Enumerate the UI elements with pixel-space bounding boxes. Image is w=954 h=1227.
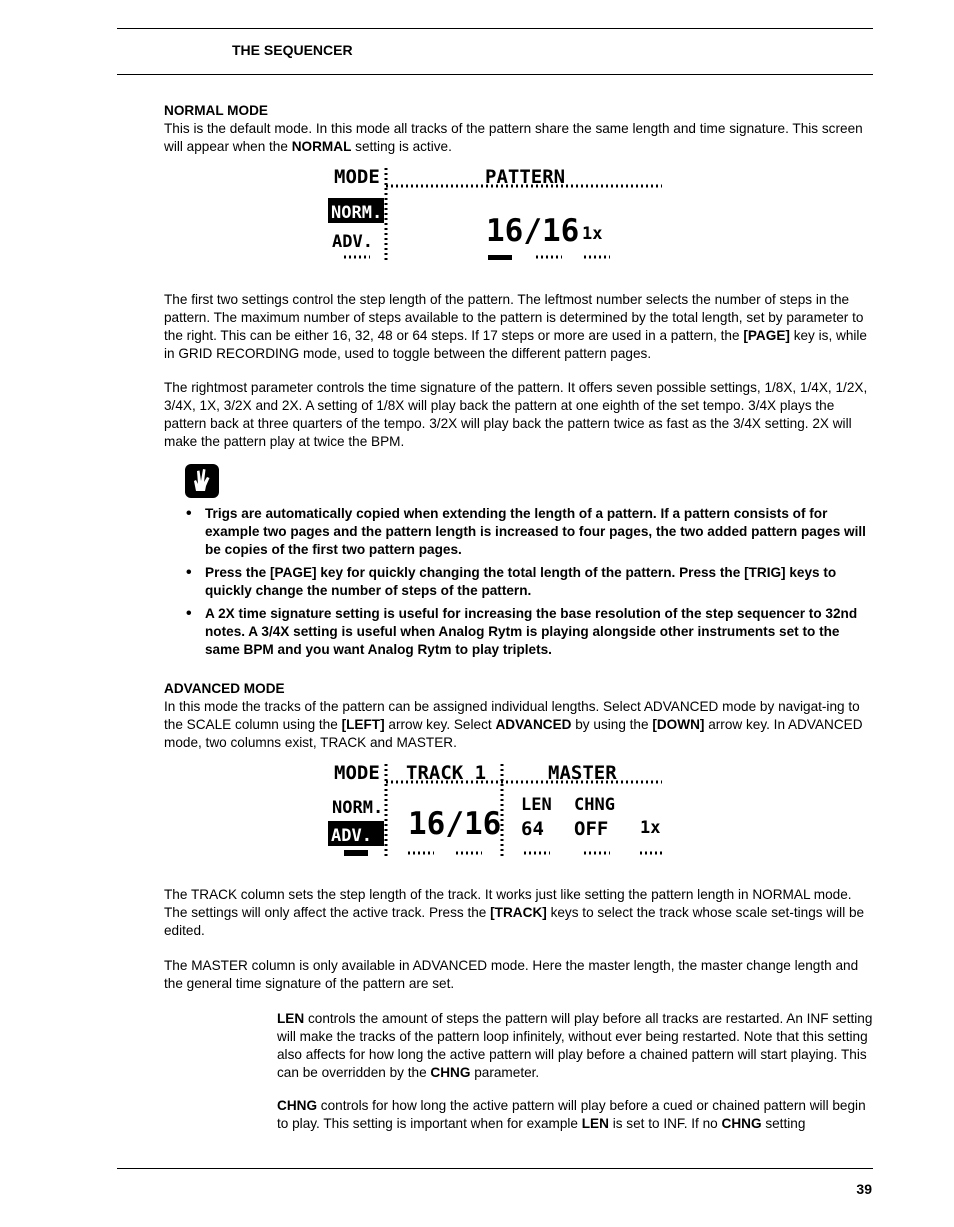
len-text (277, 1010, 873, 1082)
len-text-2: parameter. (470, 1065, 540, 1080)
chng-text (277, 1097, 873, 1133)
lcd-length-value: 16/16 (486, 213, 580, 249)
track-text (164, 886, 873, 940)
normal-mode-section (164, 102, 873, 156)
time-signature-paragraph (164, 379, 873, 451)
lcd-cursor (488, 255, 512, 260)
steps-text-start: The first two settings control the step length of the pattern. The leftmost number selects the number of steps in the pattern. The maximum number of steps available to the pattern is determined by the total length, set by parameter to the right. This can be either 16, 32, 48 or 64 steps. If 17 steps or more are used in a pattern, the (164, 292, 864, 343)
advanced-bold: ADVANCED (495, 717, 572, 732)
lcd-scale-value: 1x (582, 224, 603, 244)
advanced-mode-section (164, 680, 873, 752)
steps-paragraph (164, 291, 873, 363)
chng-description (277, 1097, 873, 1133)
lcd-adv-option: ADV. (332, 232, 373, 252)
lcd-cursor (344, 850, 368, 856)
track-key-bold: [TRACK] (490, 905, 547, 920)
down-key-bold: [DOWN] (652, 717, 705, 732)
lcd-length-value: 16/16 (408, 806, 502, 842)
track-paragraph (164, 886, 873, 940)
lcd-track-label: TRACK 1 (406, 762, 487, 784)
adv-text-1: In this mode the tracks of the pattern can be assigned individual lengths. Select ADVANCED mode by navigat-ing to the SCALE column using the (164, 699, 860, 732)
adv-text-3: by using the (571, 717, 653, 732)
chng-text-1: controls for how long the active pattern will play before a cued or chained pattern will begin to play. This setting is important when for example (277, 1098, 866, 1131)
footer-rule (117, 1168, 873, 1169)
top-rule (117, 28, 873, 29)
intro-text-end: setting is active. (351, 139, 452, 154)
lcd-normal-svg (328, 164, 664, 260)
intro-text: This is the default mode. In this mode all tracks of the pattern share the same length and time signature. This screen will appear when the (164, 121, 863, 154)
lcd-norm-option: NORM. (332, 798, 384, 818)
note-item: • Trigs are automatically copied when extending the length of a pattern. If a pattern consists of for example two pages and the pattern length is increased to four pages, the two added pattern pages will be copies of the first two pattern pages. (186, 505, 876, 559)
master-text: The MASTER column is only available in ADVANCED mode. Here the master length, the master change length and the general time signature of the pattern are set. (164, 958, 859, 991)
lcd-len-label: LEN (521, 795, 552, 815)
note-item: • Press the [PAGE] key for quickly changing the total length of the pattern. Press the [TRIG] keys to quickly change the number of steps of the pattern. (186, 564, 876, 600)
lcd-mode-label: MODE (334, 166, 380, 188)
lcd-advanced-svg (328, 760, 664, 856)
normal-mode-intro (164, 120, 873, 156)
len-bold: LEN (277, 1011, 305, 1026)
chng-text-2: is set to INF. If no (608, 1116, 722, 1131)
track-text-start: The TRACK column sets the step length of the track. It works just like setting the pattern length in NORMAL mode. The settings will only affect the active track. Press the (164, 887, 852, 920)
lcd-len-value: 64 (521, 818, 544, 840)
chng-bold: CHNG (277, 1098, 318, 1113)
lcd-adv-option: ADV. (331, 826, 372, 846)
len-description (277, 1010, 873, 1082)
lcd-pattern-label: PATTERN (485, 166, 566, 188)
header-rule (117, 74, 873, 75)
master-paragraph (164, 957, 873, 993)
left-key-bold: [LEFT] (341, 717, 385, 732)
lcd-screen-normal (328, 164, 664, 260)
lcd-chng-label: CHNG (574, 795, 615, 815)
chng-text-3: setting (761, 1116, 806, 1131)
len-text-1: controls the amount of steps the pattern will play before all tracks are restarted. An INF setting will make the tracks of the pattern loop infinitely, without ever being restarted. Note that this setting also affects for how long the active pattern will play before a chained pattern will start playing. This can be overridden by the (277, 1011, 873, 1080)
chng-bold: CHNG (430, 1065, 471, 1080)
chapter-title: THE SEQUENCER (232, 42, 353, 58)
lcd-chng-value: OFF (574, 818, 609, 840)
page-key-bold: [PAGE] (743, 328, 790, 343)
note-item: • A 2X time signature setting is useful for increasing the base resolution of the step sequencer to 32nd notes. A 3/4X setting is useful when Analog Rytm is playing alongside other instruments set to the same BPM and you want Analog Rytm to play triplets. (186, 605, 876, 659)
advanced-mode-intro (164, 698, 873, 752)
advanced-mode-title: ADVANCED MODE (164, 681, 285, 696)
lcd-mode-label: MODE (334, 762, 380, 784)
page-number: 39 (856, 1181, 872, 1197)
len-bold: LEN (581, 1116, 609, 1131)
track-text-end: keys to select the track whose scale set-tings will be edited. (164, 905, 865, 938)
adv-text-4: arrow key. In ADVANCED mode, two columns exist, TRACK and MASTER. (164, 717, 863, 750)
adv-text-2: arrow key. Select (384, 717, 496, 732)
lcd-screen-advanced (328, 760, 664, 856)
note-list (186, 505, 876, 664)
lcd-master-label: MASTER (548, 762, 617, 784)
steps-text (164, 291, 873, 363)
lcd-scale-value: 1x (640, 818, 661, 838)
steps-text-end: key is, while in GRID RECORDING mode, used to toggle between the different pattern pages. (164, 328, 867, 361)
intro-bold: NORMAL (291, 139, 352, 154)
lcd-norm-option: NORM. (331, 203, 383, 223)
normal-mode-title: NORMAL MODE (164, 103, 268, 118)
time-signature-text: The rightmost parameter controls the time signature of the pattern. It offers seven possible settings, 1/8X, 1/4X, 1/2X, 3/4X, 1X, 3/2X and 2X. A setting of 1/8X will play back the pattern at one eighth of the set tempo. 3/4X plays the pattern back at three quarters of the tempo. 3/2X will play back the pattern twice as fast as the 3/4X setting. 2X will make the pattern play at twice the BPM. (164, 380, 868, 449)
hand-note-icon (185, 464, 219, 498)
chng-bold: CHNG (721, 1116, 762, 1131)
